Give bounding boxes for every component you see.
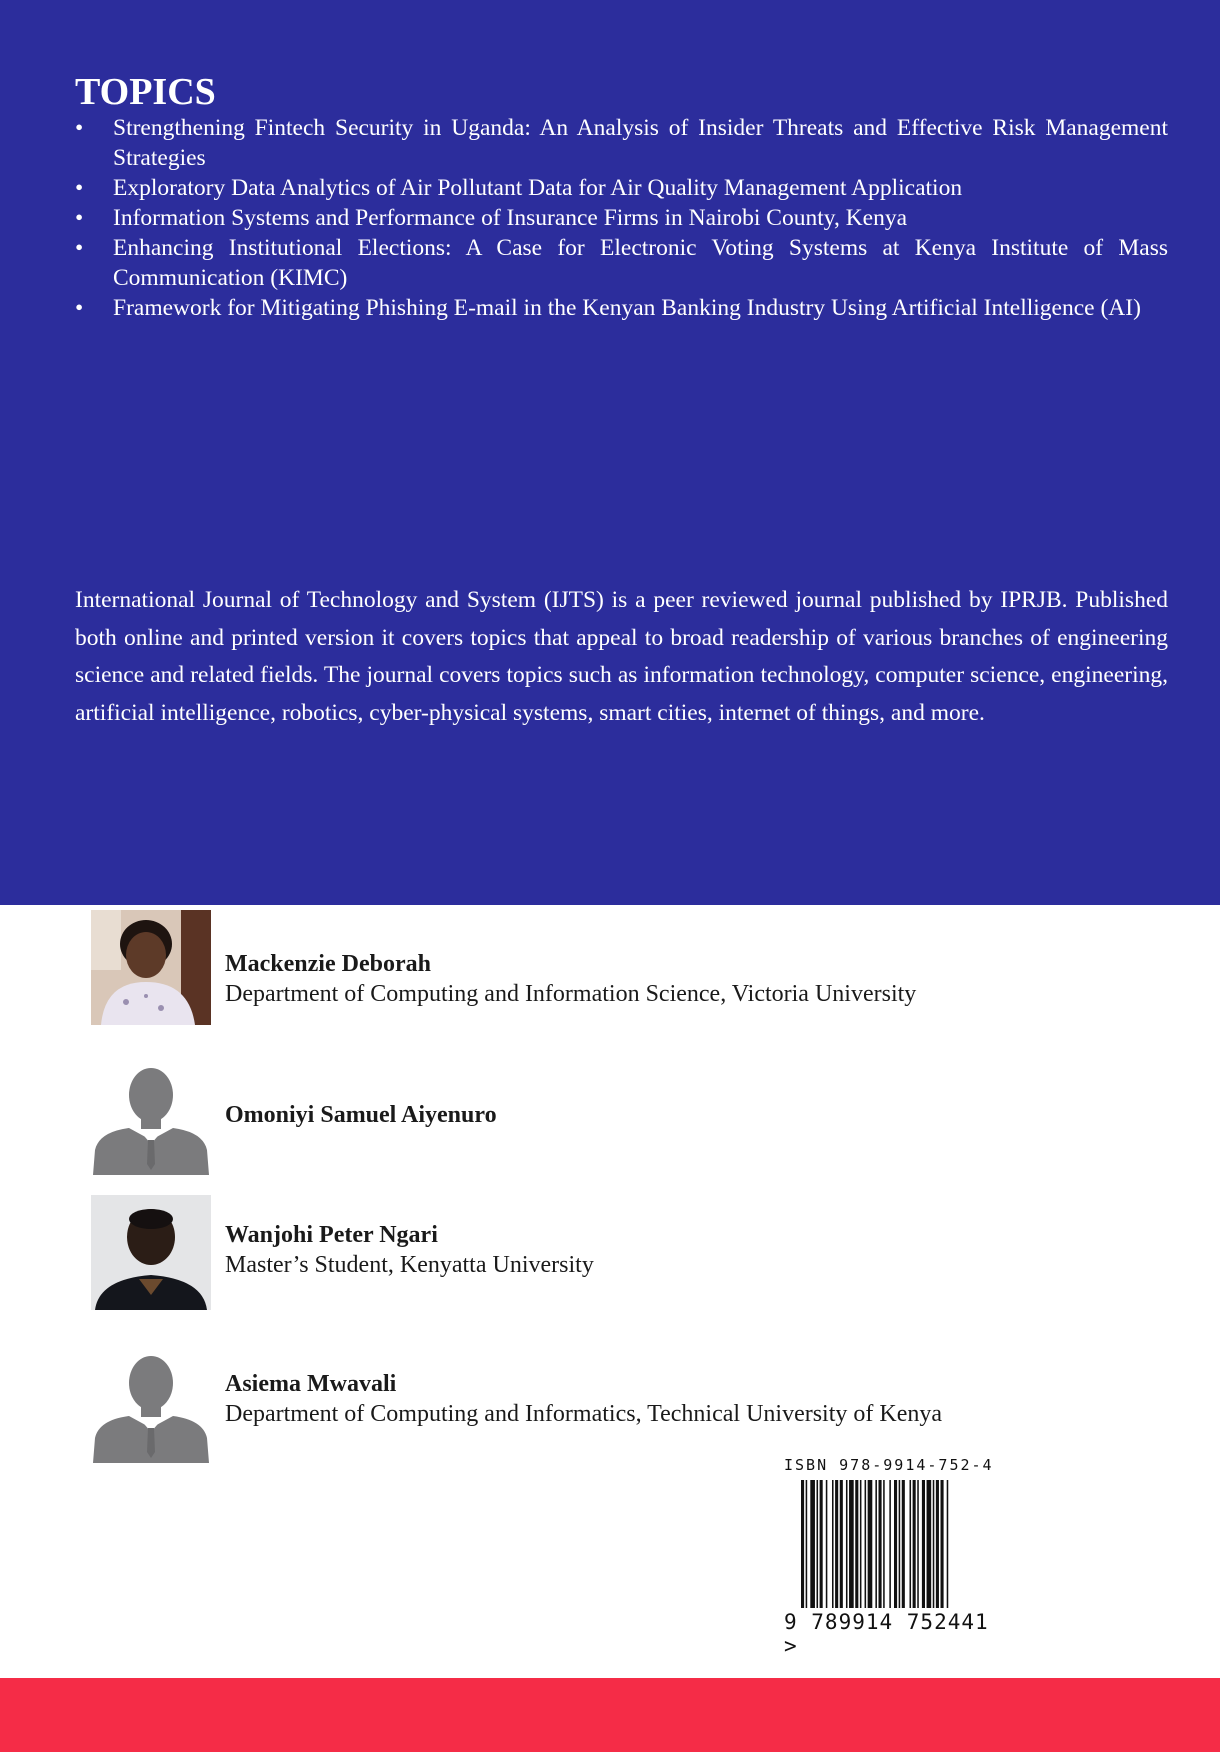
- person-silhouette-icon: [91, 1060, 211, 1175]
- author-photo: [91, 910, 211, 1025]
- woman-portrait-icon: [91, 910, 211, 1025]
- author-name: Wanjohi Peter Ngari: [225, 1222, 438, 1248]
- author-name: Mackenzie Deborah: [225, 951, 431, 977]
- author-photo: [91, 1195, 211, 1310]
- topic-item: • Enhancing Institutional Elections: A Case for Electronic Voting Systems at Kenya Institute of Mass Communication (KIMC): [75, 233, 1168, 293]
- barcode-digits: 9 789914 752441 >: [784, 1610, 989, 1658]
- author-info: [225, 1369, 942, 1429]
- author-info: [225, 1100, 497, 1130]
- author-photo: [91, 1348, 211, 1463]
- topic-item: • Exploratory Data Analytics of Air Pollutant Data for Air Quality Management Application: [75, 173, 1168, 203]
- topic-item: • Information Systems and Performance of Insurance Firms in Nairobi County, Kenya: [75, 203, 1168, 233]
- man-portrait-icon: [91, 1195, 211, 1310]
- person-silhouette-icon: [91, 1348, 211, 1463]
- topics-list: [75, 113, 1168, 323]
- author-affiliation: Master’s Student, Kenyatta University: [225, 1252, 594, 1278]
- author-affiliation: Department of Computing and Informatics, Technical University of Kenya: [225, 1401, 943, 1427]
- author-name: Omoniyi Samuel Aiyenuro: [225, 1102, 497, 1128]
- author-info: [225, 949, 916, 1009]
- author-info: [225, 1220, 594, 1280]
- journal-description: International Journal of Technology and System (IJTS) is a peer reviewed journal published by IPRJB. Published both online and printed version it covers topics that appeal to broad readership of various branches of engineering science and related fields. The journal covers topics such as information technology, computer science, engineering, artificial intelligence, robotics, cyber-physical systems, smart cities, internet of things, and more.: [75, 587, 1168, 726]
- isbn-barcode-block: [780, 1456, 1010, 1658]
- topic-item: • Strengthening Fintech Security in Uganda: An Analysis of Insider Threats and Effective Risk Management Strategies: [75, 113, 1168, 173]
- author-name: Asiema Mwavali: [225, 1371, 397, 1397]
- author-affiliation: Department of Computing and Information Science, Victoria University: [225, 981, 917, 1007]
- footer-band: [0, 1678, 1220, 1752]
- isbn-label: ISBN 978-9914-752-4: [784, 1456, 994, 1474]
- topic-item: • Framework for Mitigating Phishing E-mail in the Kenyan Banking Industry Using Artificial Intelligence (AI): [75, 293, 1168, 323]
- author-photo: [91, 1060, 211, 1175]
- topics-heading: TOPICS: [75, 71, 216, 113]
- barcode-icon: [780, 1480, 1000, 1610]
